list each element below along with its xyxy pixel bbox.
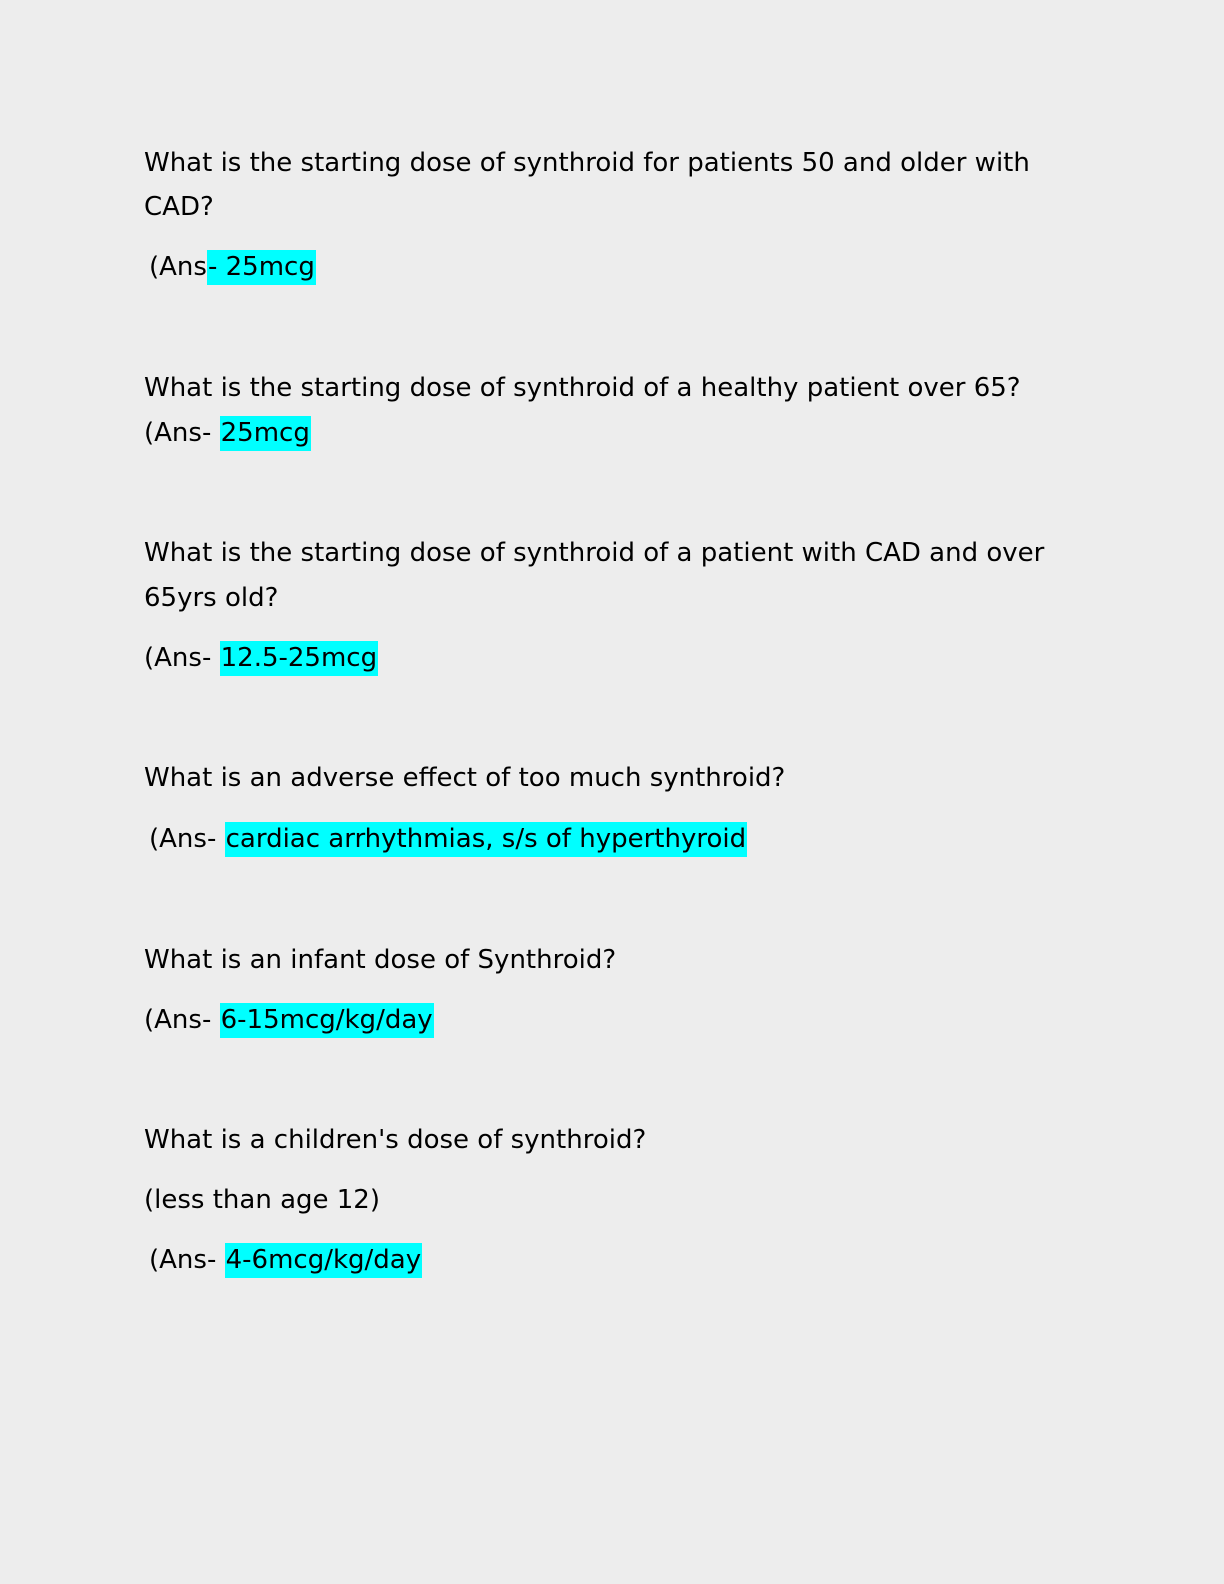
question-4-line-1: What is an adverse effect of too much synthroid? xyxy=(144,763,786,793)
answer-2 xyxy=(144,416,311,450)
answer-3-prefix: (Ans- xyxy=(144,643,220,673)
answer-2-highlight: 25mcg xyxy=(220,416,311,451)
question-6-line-2: (less than age 12) xyxy=(144,1185,380,1215)
question-1-line-2: CAD? xyxy=(144,192,214,222)
answer-1 xyxy=(149,250,316,284)
answer-3 xyxy=(144,641,378,675)
answer-1-highlight: - 25mcg xyxy=(207,250,316,285)
question-3-line-1: What is the starting dose of synthroid of a patient with CAD and over xyxy=(144,538,1045,568)
answer-4 xyxy=(149,822,747,856)
answer-5-highlight: 6-15mcg/kg/day xyxy=(220,1003,434,1038)
question-6-line-1: What is a children's dose of synthroid? xyxy=(144,1125,647,1155)
answer-6-prefix: (Ans- xyxy=(149,1245,225,1275)
question-1-line-1: What is the starting dose of synthroid for patients 50 and older with xyxy=(144,148,1030,178)
question-2-line-1: What is the starting dose of synthroid of a healthy patient over 65? xyxy=(144,373,1021,403)
answer-3-highlight: 12.5-25mcg xyxy=(220,641,378,676)
question-3-line-2: 65yrs old? xyxy=(144,583,279,613)
answer-5-prefix: (Ans- xyxy=(144,1005,220,1035)
answer-2-prefix: (Ans- xyxy=(144,418,220,448)
question-5-line-1: What is an infant dose of Synthroid? xyxy=(144,945,617,975)
answer-4-highlight: cardiac arrhythmias, s/s of hyperthyroid xyxy=(225,822,747,857)
answer-6 xyxy=(149,1243,422,1277)
answer-6-highlight: 4-6mcg/kg/day xyxy=(225,1243,423,1278)
answer-5 xyxy=(144,1003,434,1037)
answer-4-prefix: (Ans- xyxy=(149,824,225,854)
answer-1-prefix: (Ans xyxy=(149,252,207,282)
